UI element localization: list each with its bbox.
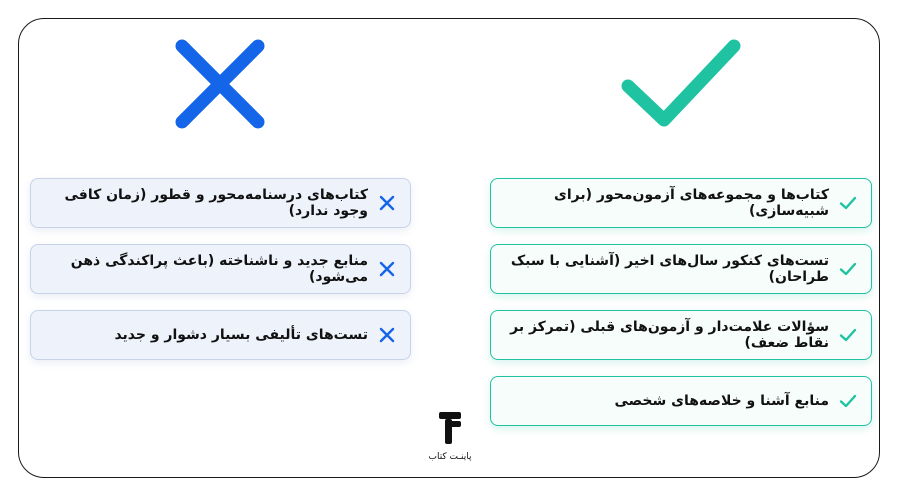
brand-logo [420, 410, 480, 462]
checkmark-icon [618, 34, 744, 130]
bad-item-label: کتاب‌های درسنامه‌محور و قطور (زمان کافی وجود ندارد) [64, 187, 368, 219]
checkmark-icon [839, 194, 857, 212]
x-icon [170, 36, 270, 132]
x-icon [378, 326, 396, 344]
good-item [490, 178, 872, 228]
good-item [490, 244, 872, 294]
brand-logo-icon [435, 410, 465, 446]
bad-item [30, 244, 411, 294]
brand-logo-text: پاینـت کتاب [428, 452, 472, 462]
bad-item-label: تست‌های تألیفی بسیار دشوار و جدید [114, 327, 368, 343]
bad-item [30, 178, 411, 228]
bad-item [30, 310, 411, 360]
good-item-label: کتاب‌ها و مجموعه‌های آزمون‌محور (برای شبیه‌سازی) [554, 187, 829, 219]
x-icon [378, 194, 396, 212]
x-icon [378, 260, 396, 278]
checkmark-icon [839, 260, 857, 278]
good-item [490, 310, 872, 360]
bad-item-label: منابع جدید و ناشناخته (باعث پراکندگی ذهن می‌شود) [70, 253, 368, 285]
good-item [490, 376, 872, 426]
good-item-label: منابع آشنا و خلاصه‌های شخصی [614, 393, 829, 409]
checkmark-icon [839, 392, 857, 410]
checkmark-icon [839, 326, 857, 344]
good-item-label: سؤالات علامت‌دار و آزمون‌های قبلی (تمرکز بر نقاط ضعف) [510, 319, 829, 351]
good-item-label: تست‌های کنکور سال‌های اخیر (آشنایی با سبک طراحان) [510, 253, 829, 285]
